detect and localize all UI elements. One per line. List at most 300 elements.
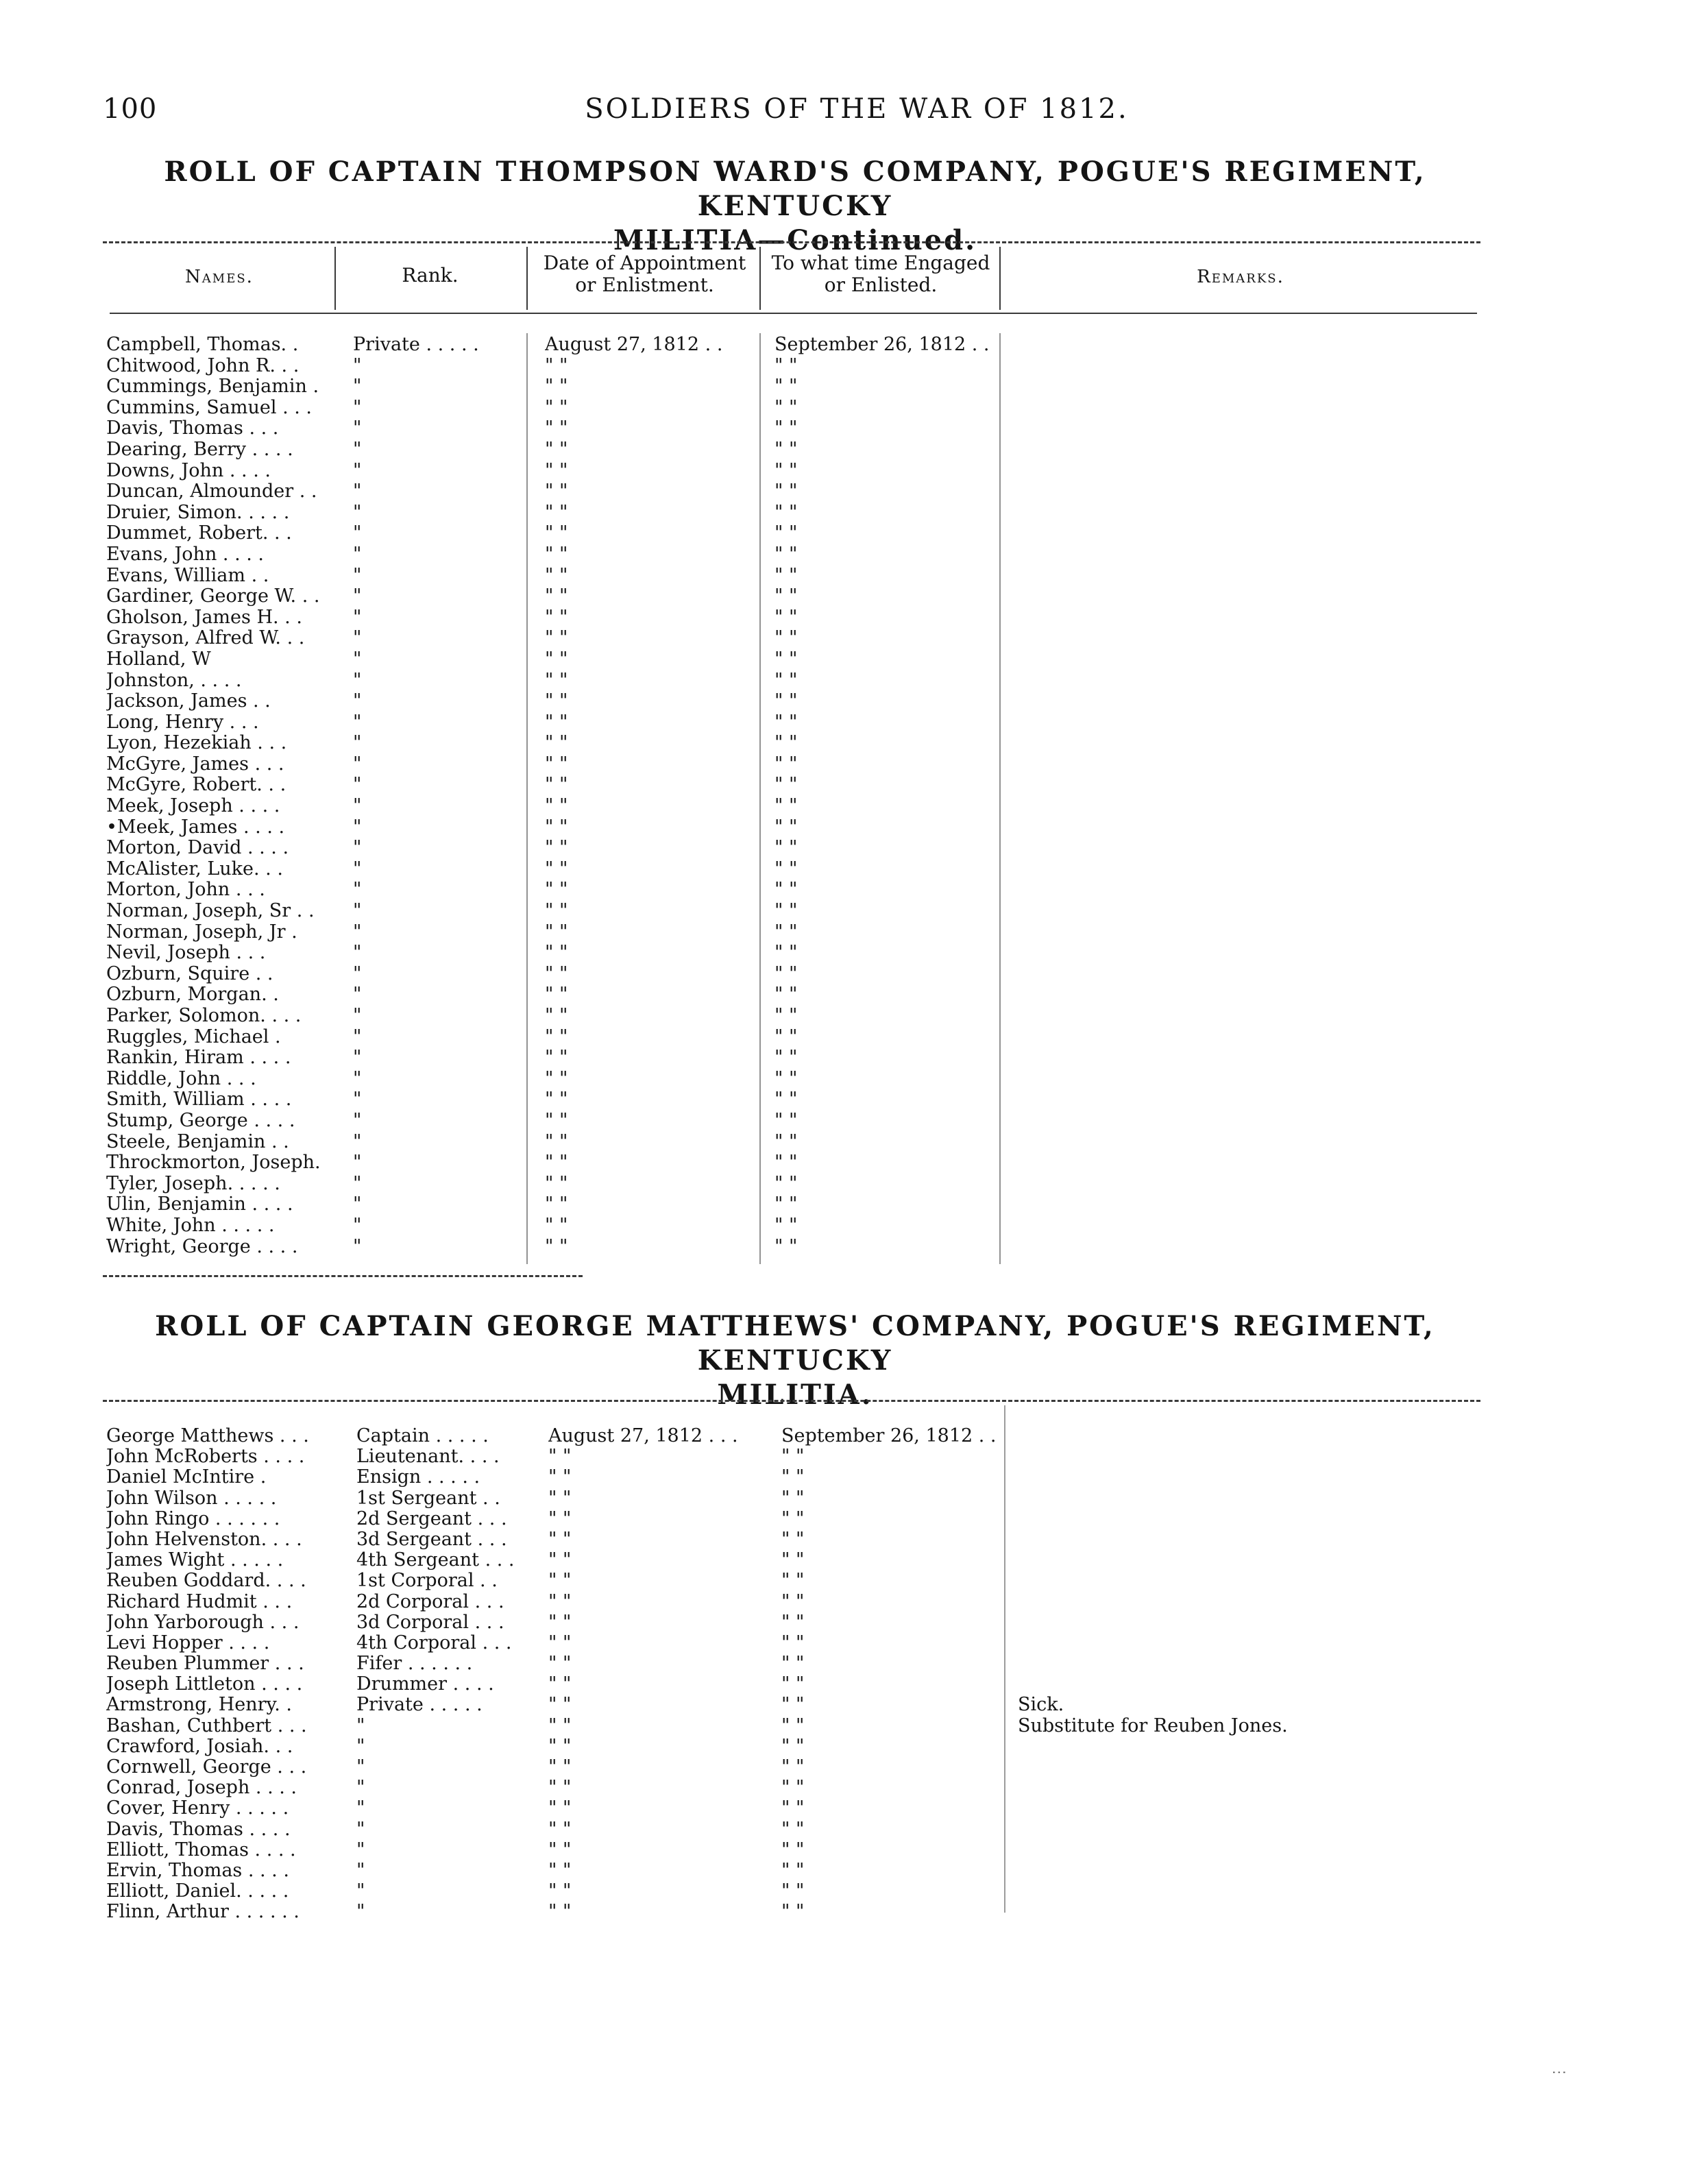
roll-1-title-line2: MILITIA—Continued. xyxy=(613,224,977,256)
name-cell: McGyre, Robert. . . xyxy=(106,775,286,796)
roll-2-title xyxy=(103,1309,1487,1412)
header-divider-1 xyxy=(334,247,336,310)
appointment-cell: " " xyxy=(548,1571,572,1592)
engaged-cell: " " xyxy=(774,858,798,880)
appointment-cell: " " xyxy=(545,858,568,880)
rank-cell: " xyxy=(353,1068,362,1089)
engaged-cell: " " xyxy=(774,1194,798,1215)
name-cell: Downs, John . . . . xyxy=(106,460,271,481)
name-cell: Davis, Thomas . . . xyxy=(106,418,279,439)
engaged-cell: " " xyxy=(781,1778,805,1799)
engaged-cell: " " xyxy=(774,901,798,922)
name-cell: Bashan, Cuthbert . . . xyxy=(106,1715,307,1736)
table-row xyxy=(106,1798,1614,1819)
rank-cell: " xyxy=(353,418,362,439)
engaged-cell: " " xyxy=(774,733,798,754)
appointment-cell: " " xyxy=(545,565,568,586)
table-row xyxy=(106,481,1614,502)
appointment-cell: " " xyxy=(545,921,568,943)
name-cell: Norman, Joseph, Sr . . xyxy=(106,901,315,922)
roll-1-table xyxy=(106,335,1614,1257)
name-cell: John Ringo . . . . . . xyxy=(106,1508,280,1529)
table-row xyxy=(106,628,1614,649)
table-row xyxy=(106,523,1614,544)
name-cell: Reuben Goddard. . . . xyxy=(106,1571,306,1592)
rank-cell: " xyxy=(353,649,362,670)
table-row xyxy=(106,922,1614,943)
table-row xyxy=(106,1237,1614,1258)
rank-cell: " xyxy=(353,1089,362,1111)
appointment-cell: " " xyxy=(545,838,568,859)
engaged-cell: " " xyxy=(774,1110,798,1131)
table-row xyxy=(106,1174,1614,1195)
table-row xyxy=(106,376,1614,398)
rank-cell: " xyxy=(353,775,362,796)
roll-1-title-line1: ROLL OF CAPTAIN THOMPSON WARD'S COMPANY, POGUE'S REGIMENT, KENTUCKY xyxy=(164,156,1426,222)
name-cell: Parker, Solomon. . . . xyxy=(106,1006,302,1026)
table-row xyxy=(106,1089,1614,1111)
table-row xyxy=(106,461,1614,482)
name-cell: •Meek, James . . . . xyxy=(106,816,285,838)
appointment-cell: " " xyxy=(545,439,568,460)
appointment-cell: " " xyxy=(548,1902,572,1923)
engaged-cell: " " xyxy=(774,963,798,984)
engaged-cell: " " xyxy=(774,921,798,943)
engaged-cell: " " xyxy=(781,1757,805,1778)
name-cell: George Matthews . . . xyxy=(106,1426,309,1446)
col-head-rank: Rank. xyxy=(402,264,459,287)
table-row xyxy=(106,356,1614,377)
table-row xyxy=(106,544,1614,566)
engaged-cell: " " xyxy=(781,1508,805,1529)
appointment-cell: " " xyxy=(548,1508,572,1529)
rank-cell: " xyxy=(353,838,362,859)
rank-cell: " xyxy=(353,607,362,628)
rank-cell: " xyxy=(356,1881,365,1902)
engaged-cell: September 26, 1812 . . xyxy=(781,1426,997,1446)
table-row xyxy=(106,670,1614,692)
name-cell: Conrad, Joseph . . . . xyxy=(106,1778,297,1799)
rank-cell: " xyxy=(353,943,362,964)
appointment-cell: " " xyxy=(545,1110,568,1131)
table-row xyxy=(106,1819,1614,1840)
name-cell: Gardiner, George W. . . xyxy=(106,586,320,607)
appointment-cell: " " xyxy=(545,733,568,754)
appointment-cell: " " xyxy=(548,1550,572,1571)
table-row xyxy=(106,1006,1614,1027)
roll-2-title-line2: MILITIA. xyxy=(717,1379,873,1411)
col-head-remarks: Remarks. xyxy=(1197,267,1284,287)
rank-cell: " xyxy=(356,1757,365,1778)
name-cell: Evans, William . . xyxy=(106,565,269,586)
appointment-cell: " " xyxy=(548,1488,572,1509)
rank-cell: 4th Corporal . . . xyxy=(356,1632,512,1653)
name-cell: Morton, David . . . . xyxy=(106,838,289,859)
appointment-cell: " " xyxy=(545,691,568,712)
table-row xyxy=(106,1152,1614,1174)
name-cell: Stump, George . . . . xyxy=(106,1110,295,1131)
appointment-cell: " " xyxy=(548,1778,572,1799)
table-row xyxy=(106,1426,1614,1446)
table-row xyxy=(106,712,1614,734)
rank-cell: " xyxy=(353,439,362,460)
appointment-cell: " " xyxy=(545,1215,568,1236)
appointment-cell: " " xyxy=(545,418,568,439)
rank-cell: 3d Sergeant . . . xyxy=(356,1529,507,1550)
appointment-cell: " " xyxy=(545,397,568,418)
appointment-cell: " " xyxy=(548,1653,572,1675)
name-cell: Holland, W xyxy=(106,649,211,670)
rank-cell: " xyxy=(353,397,362,418)
appointment-cell: " " xyxy=(545,1236,568,1257)
rank-cell: " xyxy=(353,670,362,691)
col-head-appointment: Date of Appointment or Enlistment. xyxy=(543,252,746,296)
table-row xyxy=(106,1194,1614,1215)
table-row xyxy=(106,1509,1614,1529)
engaged-cell: " " xyxy=(774,481,798,502)
engaged-cell: " " xyxy=(781,1529,805,1550)
appointment-cell: " " xyxy=(545,355,568,376)
rank-cell: " xyxy=(356,1736,365,1757)
rank-cell: " xyxy=(353,1173,362,1194)
table-row xyxy=(106,859,1614,880)
rank-cell: " xyxy=(356,1902,365,1923)
appointment-cell: " " xyxy=(545,880,568,901)
header-divider-2 xyxy=(526,247,528,310)
name-cell: Rankin, Hiram . . . . xyxy=(106,1047,291,1069)
rank-cell: " xyxy=(353,712,362,733)
table-row xyxy=(106,1027,1614,1048)
engaged-cell: " " xyxy=(774,649,798,670)
table-row xyxy=(106,838,1614,859)
table-row xyxy=(106,418,1614,439)
rank-cell: " xyxy=(353,1131,362,1152)
roll-2-top-rule xyxy=(103,1400,1480,1402)
appointment-cell: " " xyxy=(545,712,568,733)
engaged-cell: " " xyxy=(774,439,798,460)
engaged-cell: " " xyxy=(774,1173,798,1194)
rank-cell: Drummer . . . . xyxy=(356,1674,494,1695)
table-row xyxy=(106,566,1614,587)
name-cell: Gholson, James H. . . xyxy=(106,607,302,628)
rank-cell: " xyxy=(353,880,362,901)
engaged-cell: " " xyxy=(774,586,798,607)
appointment-cell: " " xyxy=(548,1736,572,1757)
table-row xyxy=(106,1529,1614,1550)
appointment-cell: " " xyxy=(545,963,568,984)
rank-cell: " xyxy=(353,1110,362,1131)
engaged-cell: " " xyxy=(781,1860,805,1881)
appointment-cell: " " xyxy=(548,1819,572,1840)
remarks-cell: Sick. xyxy=(1018,1695,1064,1716)
name-cell: Long, Henry . . . xyxy=(106,712,259,733)
rank-cell: 2d Sergeant . . . xyxy=(356,1508,507,1529)
name-cell: Morton, John . . . xyxy=(106,880,265,901)
appointment-cell: " " xyxy=(548,1881,572,1902)
rank-cell: " xyxy=(353,376,362,398)
rank-cell: " xyxy=(353,691,362,712)
engaged-cell: " " xyxy=(774,816,798,838)
name-cell: Dummet, Robert. . . xyxy=(106,523,292,544)
appointment-cell: " " xyxy=(548,1612,572,1633)
name-cell: Grayson, Alfred W. . . xyxy=(106,628,305,649)
rank-cell: " xyxy=(353,901,362,922)
engaged-cell: " " xyxy=(781,1550,805,1571)
name-cell: Flinn, Arthur . . . . . . xyxy=(106,1902,300,1923)
appointment-cell: " " xyxy=(548,1467,572,1488)
engaged-cell: " " xyxy=(774,397,798,418)
engaged-cell: " " xyxy=(774,607,798,628)
rank-cell: Ensign . . . . . xyxy=(356,1467,480,1488)
engaged-cell: " " xyxy=(774,1152,798,1174)
engaged-cell: " " xyxy=(774,355,798,376)
name-cell: Ozburn, Squire . . xyxy=(106,963,273,984)
appointment-cell: " " xyxy=(545,1194,568,1215)
engaged-cell: " " xyxy=(781,1839,805,1861)
rank-cell: " xyxy=(353,565,362,586)
table-row xyxy=(106,943,1614,964)
table-row xyxy=(106,586,1614,607)
engaged-cell: " " xyxy=(781,1488,805,1509)
col-head-engaged: To what time Engaged or Enlisted. xyxy=(771,252,990,296)
rank-cell: " xyxy=(353,816,362,838)
appointment-cell: " " xyxy=(548,1591,572,1612)
header-bottom-rule xyxy=(110,313,1477,314)
header-divider-4 xyxy=(999,247,1001,310)
table-row xyxy=(106,1695,1614,1715)
roll-2-table xyxy=(106,1426,1614,1923)
table-row xyxy=(106,1612,1614,1633)
name-cell: Throckmorton, Joseph. xyxy=(106,1152,321,1174)
engaged-cell: " " xyxy=(774,691,798,712)
table-row xyxy=(106,335,1614,356)
table-row xyxy=(106,775,1614,796)
rank-cell: " xyxy=(353,963,362,984)
roll-2-title-line1: ROLL OF CAPTAIN GEORGE MATTHEWS' COMPANY, POGUE'S REGIMENT, KENTUCKY xyxy=(155,1310,1435,1377)
name-cell: Nevil, Joseph . . . xyxy=(106,943,266,964)
rank-cell: " xyxy=(353,523,362,544)
name-cell: John Wilson . . . . . xyxy=(106,1488,277,1509)
appointment-cell: " " xyxy=(545,670,568,691)
rank-cell: " xyxy=(353,1194,362,1215)
table-row xyxy=(106,1840,1614,1861)
rank-cell: " xyxy=(356,1860,365,1881)
appointment-cell: " " xyxy=(545,901,568,922)
table-row xyxy=(106,1132,1614,1153)
engaged-cell: " " xyxy=(774,1215,798,1236)
engaged-cell: " " xyxy=(774,984,798,1006)
rank-cell: " xyxy=(353,460,362,481)
appointment-cell: " " xyxy=(545,984,568,1006)
appointment-cell: " " xyxy=(545,586,568,607)
name-cell: John Helvenston. . . . xyxy=(106,1529,302,1550)
appointment-cell: " " xyxy=(545,796,568,817)
engaged-cell: " " xyxy=(774,712,798,733)
table-row xyxy=(106,1861,1614,1881)
engaged-cell: " " xyxy=(781,1653,805,1675)
rank-cell: " xyxy=(353,1215,362,1236)
appointment-cell: " " xyxy=(545,1152,568,1174)
rank-cell: 1st Sergeant . . xyxy=(356,1488,500,1509)
table-row xyxy=(106,901,1614,922)
table-row xyxy=(106,1215,1614,1237)
engaged-cell: " " xyxy=(781,1591,805,1612)
table-row xyxy=(106,502,1614,524)
rank-cell: " xyxy=(353,1152,362,1174)
rank-cell: " xyxy=(353,544,362,565)
engaged-cell: " " xyxy=(774,880,798,901)
table-row xyxy=(106,1736,1614,1757)
appointment-cell: " " xyxy=(545,816,568,838)
engaged-cell: " " xyxy=(774,796,798,817)
engaged-cell: " " xyxy=(774,1089,798,1111)
roll-1-bottom-rule xyxy=(103,1275,583,1277)
name-cell: Elliott, Thomas . . . . xyxy=(106,1839,296,1861)
engaged-cell: " " xyxy=(781,1612,805,1633)
appointment-cell: " " xyxy=(545,1006,568,1026)
table-row xyxy=(106,1902,1614,1922)
engaged-cell: " " xyxy=(781,1902,805,1923)
rank-cell: 3d Corporal . . . xyxy=(356,1612,504,1633)
rank-cell: " xyxy=(356,1715,365,1736)
appointment-cell: " " xyxy=(548,1860,572,1881)
rank-cell: " xyxy=(353,1026,362,1047)
engaged-cell: " " xyxy=(774,1047,798,1069)
name-cell: Daniel McIntire . xyxy=(106,1467,267,1488)
table-row xyxy=(106,964,1614,985)
rank-cell: " xyxy=(353,502,362,523)
name-cell: Cummings, Benjamin . xyxy=(106,376,319,398)
rank-cell: " xyxy=(353,984,362,1006)
table-row xyxy=(106,1550,1614,1571)
name-cell: Davis, Thomas . . . . xyxy=(106,1819,291,1840)
engaged-cell: " " xyxy=(781,1715,805,1736)
rank-cell: " xyxy=(356,1778,365,1799)
rank-cell: " xyxy=(353,796,362,817)
name-cell: Wright, George . . . . xyxy=(106,1236,298,1257)
rank-cell: " xyxy=(353,586,362,607)
name-cell: White, John . . . . . xyxy=(106,1215,275,1236)
name-cell: Elliott, Daniel. . . . . xyxy=(106,1881,289,1902)
appointment-cell: " " xyxy=(548,1715,572,1736)
rank-cell: Lieutenant. . . . xyxy=(356,1446,500,1468)
table-row xyxy=(106,1467,1614,1488)
table-row xyxy=(106,649,1614,670)
table-row xyxy=(106,1716,1614,1736)
appointment-cell: " " xyxy=(545,943,568,964)
engaged-cell: " " xyxy=(774,1006,798,1026)
rank-cell: " xyxy=(353,1047,362,1069)
name-cell: Richard Hudmit . . . xyxy=(106,1591,293,1612)
appointment-cell: " " xyxy=(548,1798,572,1819)
rank-cell: Private . . . . . xyxy=(353,335,479,355)
appointment-cell: " " xyxy=(545,502,568,523)
engaged-cell: September 26, 1812 . . xyxy=(774,335,990,355)
margin-mark: ⋮ xyxy=(1550,2065,1567,2080)
name-cell: Joseph Littleton . . . . xyxy=(106,1674,303,1695)
name-cell: Norman, Joseph, Jr . xyxy=(106,921,297,943)
table-row xyxy=(106,439,1614,461)
table-row xyxy=(106,1674,1614,1695)
remarks-cell: Substitute for Reuben Jones. xyxy=(1018,1715,1288,1736)
table-row xyxy=(106,1446,1614,1467)
engaged-cell: " " xyxy=(774,775,798,796)
appointment-cell: " " xyxy=(545,544,568,565)
engaged-cell: " " xyxy=(781,1632,805,1653)
appointment-cell: August 27, 1812 . . . xyxy=(548,1426,738,1446)
appointment-cell: " " xyxy=(545,1173,568,1194)
table-row xyxy=(106,796,1614,817)
engaged-cell: " " xyxy=(774,1026,798,1047)
table-row xyxy=(106,1881,1614,1902)
appointment-cell: " " xyxy=(545,376,568,398)
name-cell: Johnston, . . . . xyxy=(106,670,242,691)
name-cell: Cover, Henry . . . . . xyxy=(106,1798,289,1819)
name-cell: Steele, Benjamin . . xyxy=(106,1131,289,1152)
engaged-cell: " " xyxy=(781,1798,805,1819)
name-cell: Jackson, James . . xyxy=(106,691,271,712)
appointment-cell: " " xyxy=(548,1757,572,1778)
name-cell: Ruggles, Michael . xyxy=(106,1026,281,1047)
name-cell: Lyon, Hezekiah . . . xyxy=(106,733,287,754)
table-row xyxy=(106,817,1614,838)
appointment-cell: " " xyxy=(545,1026,568,1047)
table-row xyxy=(106,1592,1614,1612)
name-cell: Reuben Plummer . . . xyxy=(106,1653,304,1675)
engaged-cell: " " xyxy=(781,1819,805,1840)
appointment-cell: " " xyxy=(548,1674,572,1695)
name-cell: John McRoberts . . . . xyxy=(106,1446,305,1468)
name-cell: Duncan, Almounder . . xyxy=(106,481,317,502)
engaged-cell: " " xyxy=(774,628,798,649)
table-row xyxy=(106,1778,1614,1798)
table-row xyxy=(106,880,1614,901)
table-row xyxy=(106,691,1614,712)
col-head-names: Names. xyxy=(185,267,254,287)
page-number: 100 xyxy=(103,93,158,125)
table-row xyxy=(106,1633,1614,1653)
engaged-cell: " " xyxy=(774,670,798,691)
table-row xyxy=(106,1757,1614,1778)
name-cell: Armstrong, Henry. . xyxy=(106,1695,292,1716)
table-row xyxy=(106,1111,1614,1132)
engaged-cell: " " xyxy=(774,544,798,565)
rank-cell: " xyxy=(353,753,362,775)
name-cell: Crawford, Josiah. . . xyxy=(106,1736,293,1757)
table-row xyxy=(106,607,1614,629)
engaged-cell: " " xyxy=(774,1068,798,1089)
name-cell: McAlister, Luke. . . xyxy=(106,858,283,880)
rank-cell: Private . . . . . xyxy=(356,1695,483,1716)
appointment-cell: " " xyxy=(545,460,568,481)
engaged-cell: " " xyxy=(781,1467,805,1488)
appointment-cell: " " xyxy=(545,523,568,544)
name-cell: Smith, William . . . . xyxy=(106,1089,292,1111)
rank-cell: " xyxy=(353,733,362,754)
appointment-cell: " " xyxy=(548,1529,572,1550)
name-cell: Ulin, Benjamin . . . . xyxy=(106,1194,293,1215)
appointment-cell: " " xyxy=(545,775,568,796)
engaged-cell: " " xyxy=(774,1236,798,1257)
engaged-cell: " " xyxy=(774,565,798,586)
name-cell: Meek, Joseph . . . . xyxy=(106,796,280,817)
rank-cell: Fifer . . . . . . xyxy=(356,1653,473,1675)
table-row xyxy=(106,1069,1614,1090)
appointment-cell: " " xyxy=(545,649,568,670)
name-cell: McGyre, James . . . xyxy=(106,753,284,775)
engaged-cell: " " xyxy=(781,1736,805,1757)
name-cell: Riddle, John . . . xyxy=(106,1068,256,1089)
